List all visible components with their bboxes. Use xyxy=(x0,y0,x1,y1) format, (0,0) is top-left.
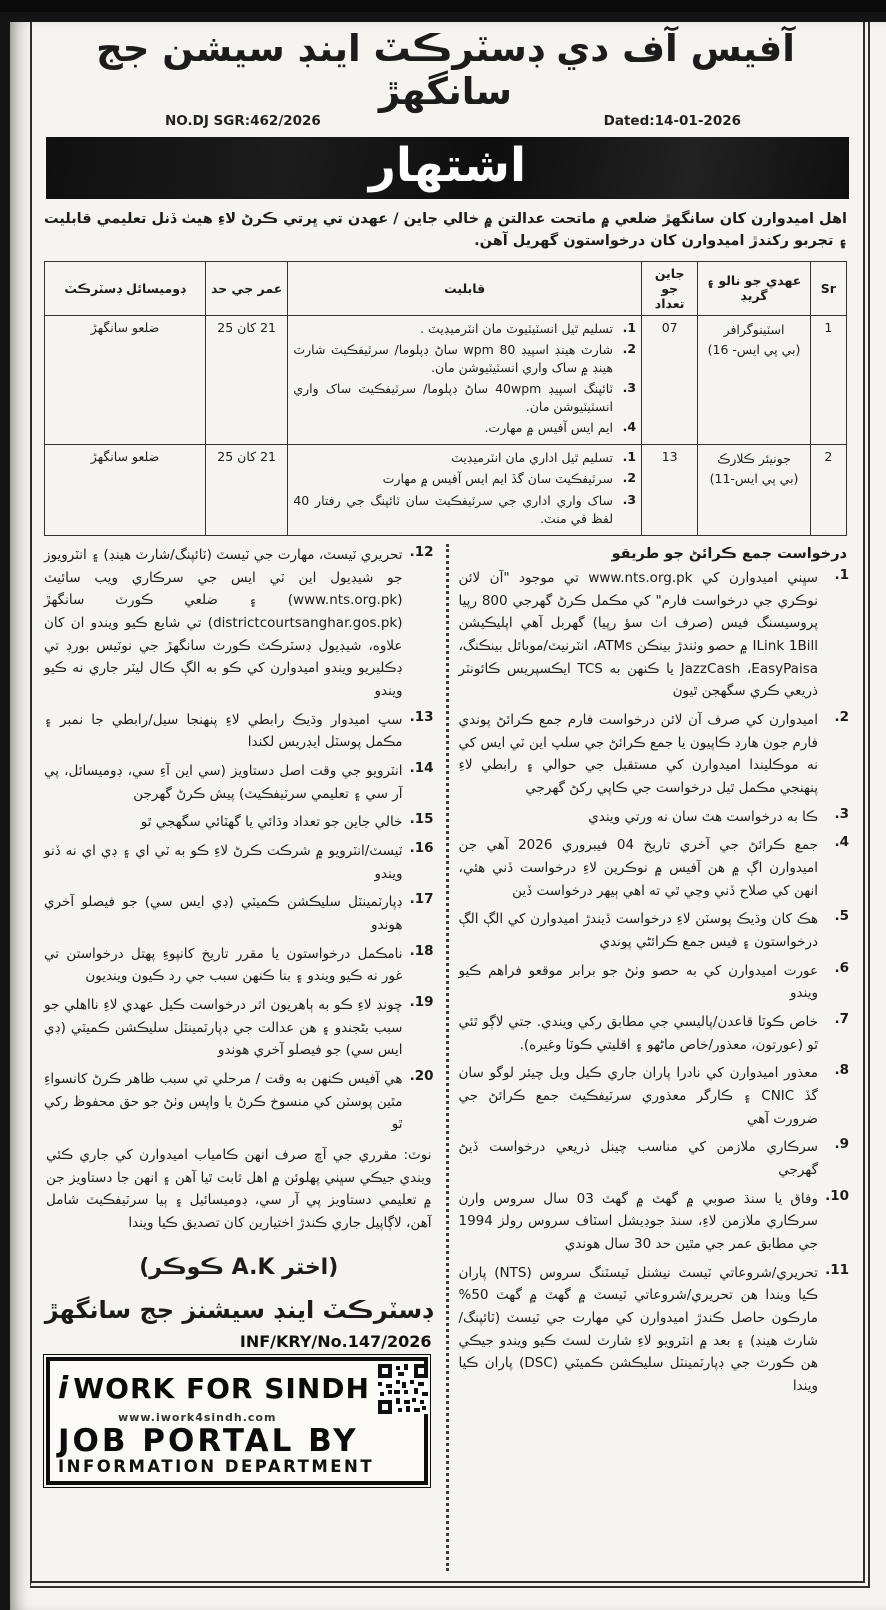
table-row xyxy=(45,445,847,536)
qualification-item: 1. تسليم ٿيل انسٽيٽيوٽ مان انٽرميڊيٽ . xyxy=(420,319,637,336)
post-grade: (بي پي ايس- 16) xyxy=(707,341,801,357)
list-item: 13. سڀ اميدوار وڌيڪ رابطي لاءِ پنهنجا سيل/رابطي جا نمبر ۽ مڪمل پوسٽل ايڊريس لکندا xyxy=(44,708,434,751)
signatory-designation: ڊسٽرڪٽ اينڊ سيشنز جج سانگهڙ xyxy=(44,1295,433,1324)
list-item: 20. هي آفيس ڪنهن به وقت / مرحلي تي سبب ظاهر ڪرڻ کانسواءِ مٿين پوسٽن کي منسوخ ڪرڻ يا واپس وٺڻ جو حق محفوظ رکي ٿو xyxy=(44,1067,434,1133)
method-title: درخواست جمع ڪرائڻ جو طريقو xyxy=(611,545,847,562)
list-item: 5. هڪ کان وڌيڪ پوسٽن لاءِ درخواست ڏيندڙ اميدوارن کي الڳ الڳ درخواستون ۽ فيس جمع ڪرائڻي پوندي xyxy=(458,908,849,950)
qr-code xyxy=(378,1364,428,1414)
note-paragraph: نوٽ: مقرري جي آڇ صرف انهن ڪامياب اميدوارن کي جاري ڪئي ويندي جيڪي سڀني پهلوئن ۾ اهل ثابت ٿيا آهن ۽ انهن جا دستاويز جن ۾ تعليمي دستاويز پي آر سي، ڊوميسائيل ۽ ٻيا سرٽيفڪيٽ شامل آهن، لاڳاپيل جاري ڪندڙ اختيارين کان تصديق ڪيا ويندا xyxy=(46,1146,432,1231)
table-row xyxy=(45,315,847,445)
list-item: 2. اميدوارن کي صرف آن لائن درخواست فارم جمع ڪرائڻ پوندي فارم جون هارڊ ڪاپيون يا جمع ڪرائڻ جي سلپ اين ٽي ايس کي نه موڪليندا اميدوارن کي مستقبل جي حوالي ۽ رابطي لاءِ پنهنجي مڪمل ٿيل درخواست جي ڪاپي رکڻ گهرجي xyxy=(458,708,849,796)
job-portal-by-text: JOB PORTAL BY xyxy=(58,1422,359,1459)
advertisement-banner: اشتهار xyxy=(46,137,849,199)
qualification-item: 3. ٽائپنگ اسپيڊ 40wpm ساڻ ڊپلوما/ سرٽيفڪيٽ ساک واري انسٽيٽيوشن مان. xyxy=(293,379,637,415)
two-column-body xyxy=(40,544,851,1571)
inf-number: INF/KRY/No.147/2026 xyxy=(239,1331,432,1351)
vacancy-table-header xyxy=(45,261,847,315)
row-qualifications xyxy=(288,445,642,536)
row-sr: 2 xyxy=(810,445,846,536)
list-item: 11. تحريري/شروعاتي ٽيسٽ نيشنل ٽيسٽنگ سروس (NTS) پاران ڪيا ويندا هن تحريري/شروعاتي ٽيسٽ ۾ گهٽ ۾ گهٽ 50% مارڪون حاصل ڪندڙ اميدوارن کي مهارت جي ٽيسٽ (ٽائپنگ/شارٽ هينڊ) ۽ بعد ۾ انٽرويو لاءِ شارٽ لسٽ ڪيو ويندو جيڪي هن ڪورٽ جي ڊپارٽمينٽل سليڪشن ڪميٽي (DSC) پاران ڪيا ويندا xyxy=(458,1261,849,1395)
col-header-age: عمر جي حد xyxy=(205,261,287,315)
information-department-text: INFORMATION DEPARTMENT xyxy=(58,1457,375,1477)
list-item: 16. ٽيسٽ/انٽرويو ۾ شرڪت ڪرڻ لاءِ ڪو به ٽي اي ۽ ڊي اي نه ڏنو ويندو xyxy=(44,839,434,882)
scan-edge-top xyxy=(0,0,886,12)
work-for-sindh-logo: i WORK FOR SINDH xyxy=(58,1371,370,1407)
row-post xyxy=(698,315,811,445)
list-item: 3. ڪا به درخواست هٿ سان نه ورتي ويندي xyxy=(588,805,849,825)
newspaper-page xyxy=(10,22,886,1610)
list-item: 15. خالي جاين جو تعداد وڌائي يا گهٽائي سگهجي ٿو xyxy=(140,811,434,831)
list-item: 19. چونڊ لاءِ ڪو به ٻاهريون اثر درخواست ڪيل عهدي لاءِ نااهلي جو سبب بڻجندو ۽ هن عدالت جي ڊپارٽمينٽل سليڪشن ڪميٽي (ڊي ايس سي) جو فيصلو آخري هوندو xyxy=(44,993,434,1059)
list-item: 10. وفاق يا سنڌ صوبي ۾ گهٽ ۾ گهٽ 03 سال سروس وارن سرڪاري ملازمن لاءِ، سنڌ جوڊيشل اسٽاف سروس رولز 1994 جي مطابق عمر جي مٿين حد 30 سال هوندي xyxy=(458,1187,849,1252)
row-count: 07 xyxy=(642,315,698,445)
post-grade: (بي پي ايس-11) xyxy=(709,471,799,487)
list-item: 18. نامڪمل درخواستون يا مقرر تاريخ کانپوءِ پهتل درخواستن تي غور نه ڪيو ويندو ۽ بنا ڪنهن سبب جي رد ڪيون وينديون xyxy=(44,942,434,985)
qualification-item: 4. ايم ايس آفيس ۾ مهارت. xyxy=(484,419,637,436)
list-item: 14. انٽرويو جي وقت اصل دستاويز (سي اين آءِ سي، ڊوميسائل، پي آر سي ۽ تعليمي سرٽيفڪيٽ) پيش ڪرڻ گهرجن xyxy=(44,759,434,802)
col-header-post: عهدي جو نالو ۽ گريڊ xyxy=(698,261,811,315)
list-item: 9. سرڪاري ملازمن کي مناسب چينل ذريعي درخواست ڏيڻ گهرجي xyxy=(458,1136,849,1178)
job-portal-box xyxy=(46,1357,428,1486)
row-age-limit: 21 کان 25 xyxy=(205,315,287,445)
list-item: 1. سڀني اميدوارن کي www.nts.org.pk تي موجود "آن لائن نوڪري جي درخواست فارم" کي مڪمل ڪرڻ گهرجي 800 رپيا پروسيسنگ فيس (صرف اٺ سؤ رپيا) گهربل آهي اپليڪيشن ILink 1Bill ۾ حصو وٺندڙ بينڪن ATMs، انٽرنيٽ/موبائل بينڪنگ، JazzCash ،EasyPaisa يا ڪنهن به TCS ايڪسپريس ڪائونٽر ذريعي ڪري سگهجن ٿيون xyxy=(458,566,849,700)
portal-url: www.iwork4sindh.com xyxy=(118,1410,277,1424)
reference-number: NO.DJ SGR:462/2026 xyxy=(165,113,321,130)
row-age-limit: 21 کان 25 xyxy=(205,445,287,536)
list-item: 17. ڊپارٽمينٽل سليڪشن ڪميٽي (ڊي ايس سي) جو فيصلو آخري هوندو xyxy=(44,891,434,933)
signature-block xyxy=(44,1255,434,1324)
list-item: 7. خاص ڪوٽا قاعدن/پاليسي جي مطابق رکي ويندي. جتي لاڳو ٿئي ٿو (عورتون، معذور/خاص ماڻهو ۽ اقليتي ڪوٽا وغيره). xyxy=(458,1010,849,1053)
list-item: 6. عورت اميدوارن کي به حصو وٺڻ جو برابر موقعو فراهم ڪيو ويندو xyxy=(458,959,849,1002)
advertisement-frame xyxy=(30,22,870,1588)
application-method-column xyxy=(446,544,852,1571)
post-name: جونيئر ڪلارڪ xyxy=(717,451,791,467)
row-count: 13 xyxy=(642,445,698,536)
col-header-domicile: ڊوميسائل ڊسٽرڪٽ xyxy=(45,261,206,315)
col-header-sr: Sr xyxy=(810,261,846,315)
row-domicile: ضلعو سانگهڙ xyxy=(45,445,206,536)
col-header-qualification: قابليت xyxy=(288,261,642,315)
terms-column xyxy=(40,544,446,1571)
row-post xyxy=(698,445,811,536)
list-item: 4. جمع ڪرائڻ جي آخري تاريخ 04 فيبروري 2026 آهي جن اميدوارن اڳ ۾ هن آفيس ۾ نوڪرين لاءِ درخواست ڏني هئي، انهن کي صلاح ڏني وڃي ٿي ته اهي ٻيهر درخواست ڏين xyxy=(458,834,849,899)
row-sr: 1 xyxy=(810,315,846,445)
reference-row xyxy=(40,113,851,131)
qualification-item: 1. تسليم ٿيل اداري مان انٽرميڊيٽ xyxy=(451,449,637,466)
work-for-sindh-row xyxy=(58,1364,416,1414)
intro-paragraph: اهل اميدوارن کان سانگهڙ ضلعي ۾ ماتحت عدالتن ۾ خالي جاين / عهدن تي ڀرتي ڪرڻ لاءِ هيٺ ڏنل تعليمي قابليت ۽ تجربو رکندڙ اميدوارن کان درخواستون گهريل آهن. xyxy=(44,211,847,249)
col-header-count: جاين جو تعداد xyxy=(642,261,698,315)
signatory-name: (اختر A.K ڪوڪر) xyxy=(139,1254,339,1280)
vacancy-table xyxy=(44,261,847,536)
office-title: آفيس آف دي ڊسٽرڪٽ اينڊ سيشن جج سانگهڙ xyxy=(96,27,795,113)
row-domicile: ضلعو سانگهڙ xyxy=(45,315,206,445)
row-qualifications xyxy=(288,315,642,445)
post-name: اسٽينوگرافر xyxy=(723,321,785,337)
i-logo: i xyxy=(58,1371,70,1407)
qualification-item: 3. ساک واري اداري جي سرٽيفڪيٽ سان ٽائپنگ جي رفتار 40 لفظ في منٽ. xyxy=(293,491,637,526)
qualification-item: 2. شارٽ هينڊ اسپيڊ 80 wpm ساڻ ڊپلوما/ سرٽيفڪيٽ شارٽ هينڊ ۾ ساک واري انسٽيٽيوشن مان. xyxy=(293,340,637,375)
qualification-item: 2. سرٽيفڪيٽ سان گڏ ايم ايس آفيس ۾ مهارت xyxy=(382,470,637,487)
dated: Dated:14-01-2026 xyxy=(603,113,741,130)
list-item: 8. معذور اميدوارن کي نادرا پاران جاري ڪيل ويل چيئر لوگو سان گڏ CNIC ۽ ڪارگر معذوري سرٽيفڪيٽ جمع ڪرائڻ جي ضرورت آهي xyxy=(458,1062,849,1127)
list-item: 12. تحريري ٽيسٽ، مهارت جي ٽيسٽ (ٽائپنگ/شارٽ هينڊ) ۽ انٽرويوز جو شيڊيول اين ٽي ايس جي سرڪاري ويب سائيٽ (www.nts.org.pk) ۽ ضلعي ڪورٽ سانگهڙ (districtcourtsanghar.gos.pk) تي شايع ڪيو ويندو ان کان علاوه، شيڊيول ڊسٽرڪٽ ڪورٽ سانگهڙ جي نوٽيس بورڊ تي ڊڪليريو ويندو اميدوارن کي ڪو به الڳ ڪال ليٽر جاري نه ڪيو ويندو xyxy=(44,543,434,699)
